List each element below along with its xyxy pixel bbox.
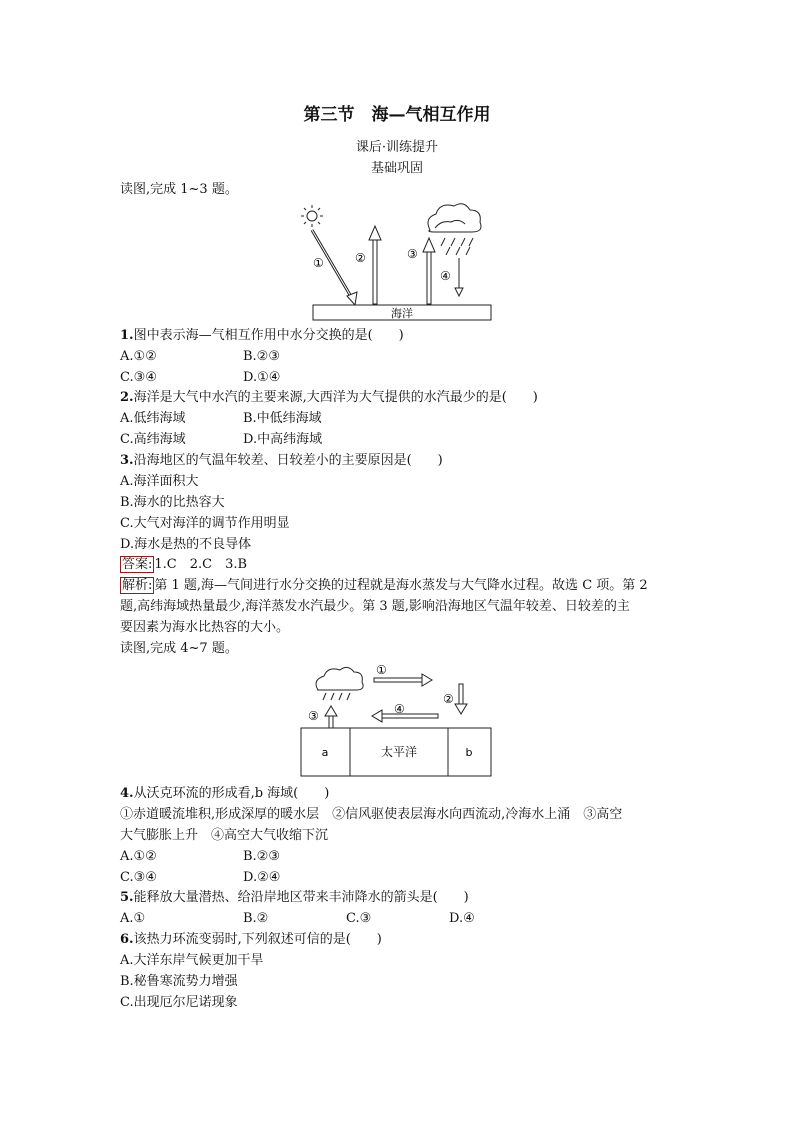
q3-option-d[interactable]: D.海水是热的不良导体 [120,537,252,552]
analysis-line-2: 题,高纬海域热量最少,海洋蒸发水汽最少。第 3 题,影响沿海地区气温年较差、日较差的主 [120,599,630,614]
answer-text: 1.C 2.C 3.B [154,557,248,572]
q4-statements-line-2: 大气膨胀上升 ④高空大气收缩下沉 [120,828,329,843]
region-b-label: b [465,746,473,759]
q6-option-c[interactable]: C.出现厄尔尼诺现象 [120,995,238,1010]
sun-icon [301,205,323,227]
arrow-4-label: ④ [440,269,451,283]
q4-option-a[interactable]: A.①② [120,849,157,864]
question-1: 1.图中表示海—气相互作用中水分交换的是( ) [120,328,404,343]
figure-ocean-atmosphere [295,200,500,325]
q4-option-d[interactable]: D.②④ [243,870,281,885]
ocean-label: 海洋 [391,307,413,320]
analysis-tag: 解析: [122,578,153,593]
intro-1-3: 读图,完成 1~3 题。 [120,182,238,197]
q4-option-c[interactable]: C.③④ [120,870,157,885]
analysis-line-1: 解析: 第 1 题,海—气间进行水分交换的过程就是海水蒸发与大气降水过程。故选 C 项。第 2 [122,578,648,593]
q5-option-c[interactable]: C.③ [346,911,372,926]
q1-option-a[interactable]: A.①② [120,349,157,364]
arrow-1-label: ① [376,663,387,677]
q1-option-b[interactable]: B.②③ [243,349,280,364]
arrow-2-label: ② [355,251,366,265]
rain-cloud-icon [428,204,481,255]
question-4: 4.从沃克环流的形成看,b 海域( ) [120,786,330,801]
analysis-line-3: 要因素为海水比热容的大小。 [120,620,290,635]
intro-4-7: 读图,完成 4~7 题。 [120,641,238,656]
subtitle: 课后·训练提升 [355,140,439,155]
q5-option-d[interactable]: D.④ [449,911,475,926]
q3-option-b[interactable]: B.海水的比热容大 [120,495,225,510]
figure-walker-circulation [298,662,498,780]
region-a-label: a [321,746,329,759]
answer-tag: 答案: [122,557,153,572]
q5-option-b[interactable]: B.② [243,911,269,926]
pacific-label: 太平洋 [380,745,418,759]
arrow-2 [455,684,467,714]
q1-option-d[interactable]: D.①④ [243,370,281,385]
arrow-3-label: ③ [407,247,418,261]
arrow-4 [372,710,438,722]
q2-option-b[interactable]: B.中低纬海域 [243,411,322,426]
arrow-2-label: ② [443,692,454,706]
q4-statements-line-1: ①赤道暖流堆积,形成深厚的暖水层 ②信风驱使表层海水向西流动,冷海水上涌 ③高空 [120,807,623,822]
answer-line [120,556,247,574]
q2-option-c[interactable]: C.高纬海域 [120,432,186,447]
q5-option-a[interactable]: A.① [120,911,146,926]
question-6: 6.该热力环流变弱时,下列叙述可信的是( ) [120,932,382,947]
rain-cloud-icon [316,667,363,700]
q3-option-c[interactable]: C.大气对海洋的调节作用明显 [120,516,290,531]
q6-option-a[interactable]: A.大洋东岸气候更加干旱 [120,953,264,968]
question-3: 3.沿海地区的气温年较差、日较差小的主要原因是( ) [120,453,443,468]
q2-option-a[interactable]: A.低纬海域 [120,411,186,426]
q1-option-c[interactable]: C.③④ [120,370,157,385]
section-heading: 基础巩固 [370,161,423,176]
arrow-1-label: ① [313,256,324,270]
question-2: 2.海洋是大气中水汽的主要来源,大西洋为大气提供的水汽最少的是( ) [120,390,538,405]
arrow-3-label: ③ [308,709,319,723]
q4-option-b[interactable]: B.②③ [243,849,280,864]
q6-option-b[interactable]: B.秘鲁寒流势力增强 [120,974,238,989]
arrow-3 [423,238,435,304]
q3-option-a[interactable]: A.海洋面积大 [120,474,199,489]
arrow-2 [369,226,381,304]
q2-option-d[interactable]: D.中高纬海域 [243,432,323,447]
question-5: 5.能释放大量潜热、给沿岸地区带来丰沛降水的箭头是( ) [120,890,469,905]
page-title: 第三节 海—气相互作用 [303,105,491,125]
arrow-4 [455,258,463,296]
arrow-3 [325,706,337,728]
arrow-4-label: ④ [394,702,405,716]
